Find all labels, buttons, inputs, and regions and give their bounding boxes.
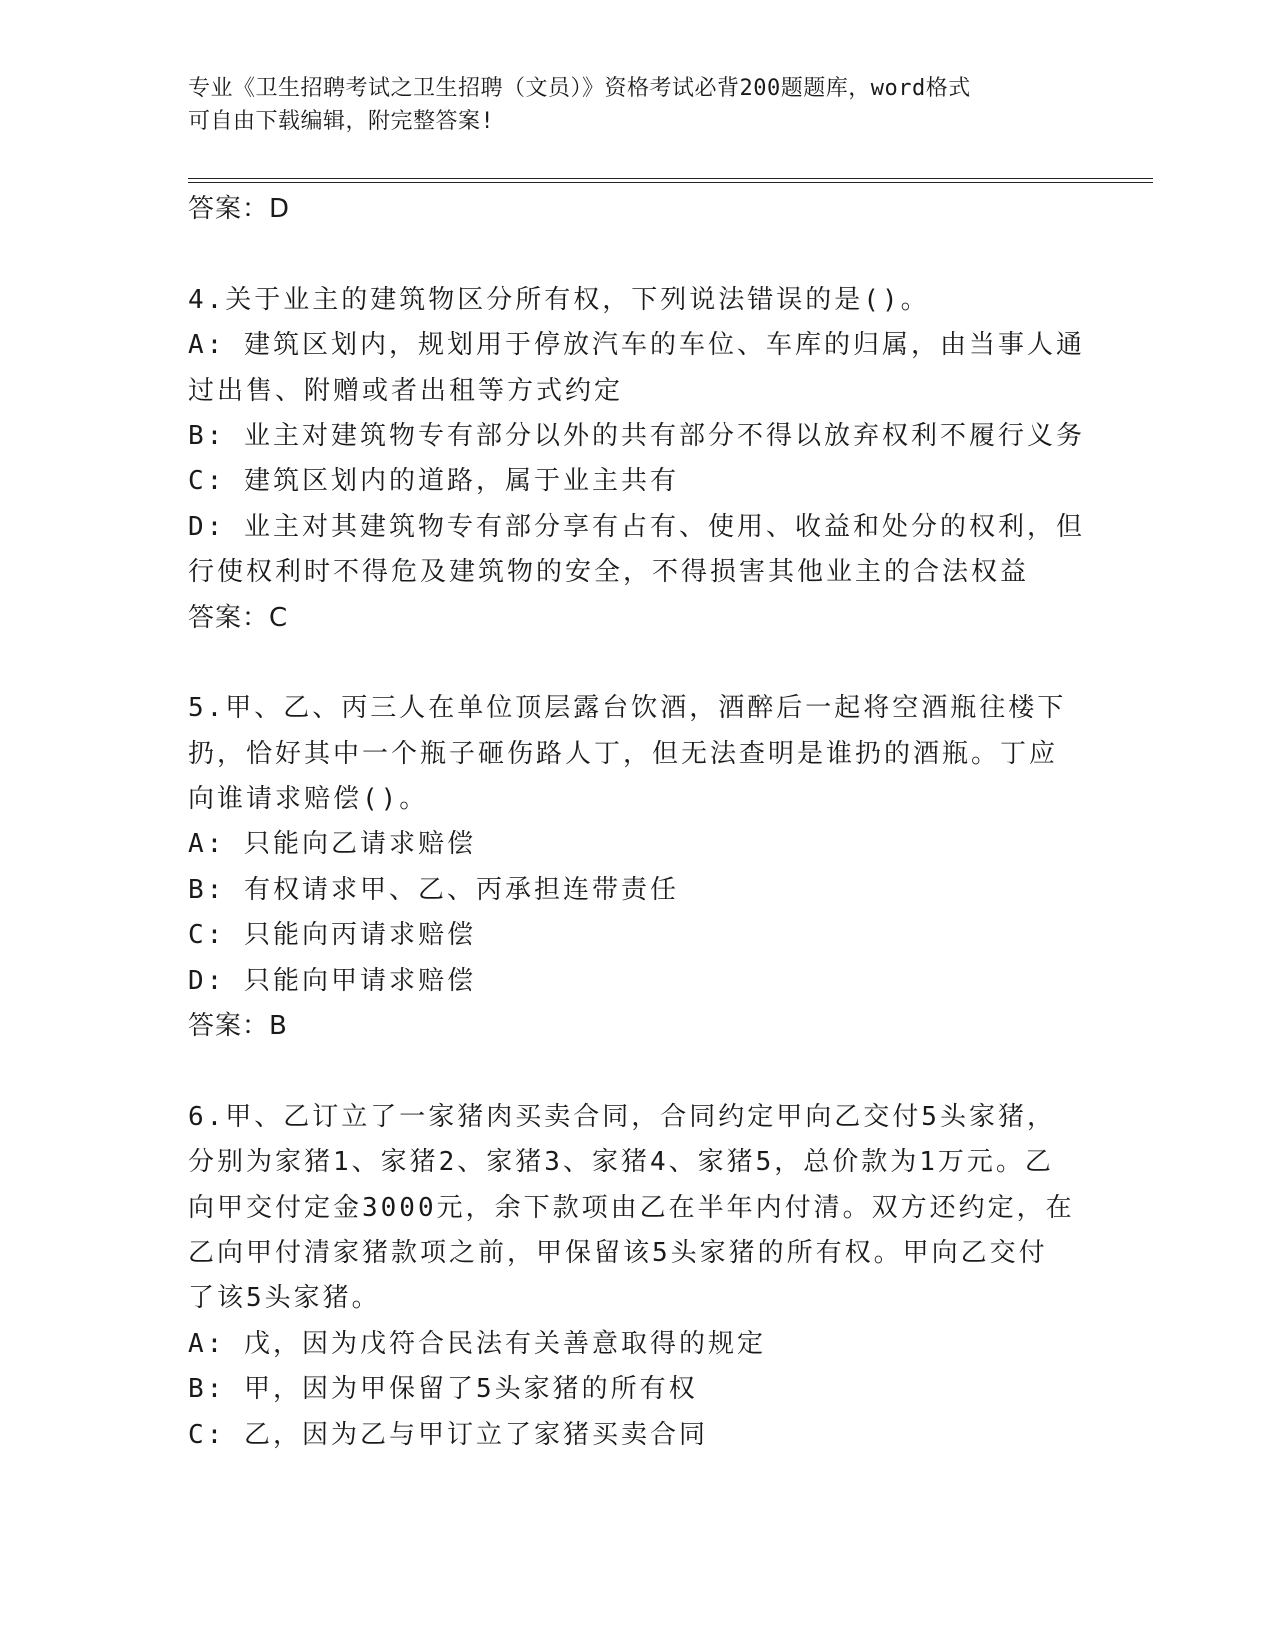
question-5 (188, 686, 1088, 1049)
page-header (188, 72, 1068, 138)
spacer (188, 1049, 1088, 1094)
question-stem-line: 6.甲、乙订立了一家猪肉买卖合同，合同约定甲向乙交付5头家猪， (188, 1101, 1056, 1132)
header-line-2: 可自由下载编辑，附完整答案! (188, 109, 495, 134)
question-6 (188, 1095, 1088, 1458)
option-b-line: B: 有权请求甲、乙、丙承担连带责任 (188, 874, 679, 905)
option-c-line: C: 只能向丙请求赔偿 (188, 920, 476, 951)
option-c-line: C: 建筑区划内的道路，属于业主共有 (188, 466, 679, 497)
spacer (188, 232, 1088, 277)
option-b-line: B: 业主对建筑物专有部分以外的共有部分不得以放弃权利不履行义务 (188, 420, 1085, 451)
option-c-line: C: 乙，因为乙与甲订立了家猪买卖合同 (188, 1419, 708, 1450)
question-stem-line: 乙向甲付清家猪款项之前，甲保留该5头家猪的所有权。甲向乙交付 (188, 1237, 1048, 1268)
option-d-line: D: 只能向甲请求赔偿 (188, 965, 476, 996)
spacer (188, 641, 1088, 686)
option-a-line: A: 只能向乙请求赔偿 (188, 829, 476, 860)
question-stem-line: 5.甲、乙、丙三人在单位顶层露台饮酒，酒醉后一起将空酒瓶往楼下 (188, 693, 1067, 724)
option-d-line: D: 业主对其建筑物专有部分享有占有、使用、收益和处分的权利，但 (188, 511, 1085, 542)
question-stem-line: 向谁请求赔偿()。 (188, 784, 429, 815)
header-divider (188, 178, 1153, 183)
question-answer: 答案：B (188, 1011, 288, 1042)
question-stem-line: 4.关于业主的建筑物区分所有权，下列说法错误的是()。 (188, 284, 930, 315)
previous-answer: 答案：D (188, 194, 291, 224)
option-a-line: A: 戊，因为戊符合民法有关善意取得的规定 (188, 1328, 766, 1359)
question-stem-line: 了该5头家猪。 (188, 1283, 381, 1314)
question-answer: 答案：C (188, 602, 289, 633)
option-a-line: 过出售、附赠或者出租等方式约定 (188, 375, 624, 406)
question-stem-line: 向甲交付定金3000元，余下款项由乙在半年内付清。双方还约定，在 (188, 1192, 1075, 1223)
header-line-1: 专业《卫生招聘考试之卫生招聘（文员）》资格考试必背200题题库，word格式 (188, 76, 971, 101)
option-b-line: B: 甲，因为甲保留了5头家猪的所有权 (188, 1374, 698, 1405)
option-d-line: 行使权利时不得危及建筑物的安全，不得损害其他业主的合法权益 (188, 557, 1030, 588)
document-body (188, 187, 1088, 1458)
document-page (188, 0, 1158, 1650)
question-4 (188, 278, 1088, 641)
question-stem-line: 扔，恰好其中一个瓶子砸伤路人丁，但无法查明是谁扔的酒瓶。丁应 (188, 738, 1059, 769)
option-a-line: A: 建筑区划内，规划用于停放汽车的车位、车库的归属，由当事人通 (188, 330, 1085, 361)
question-stem-line: 分别为家猪1、家猪2、家猪3、家猪4、家猪5，总价款为1万元。乙 (188, 1147, 1054, 1178)
